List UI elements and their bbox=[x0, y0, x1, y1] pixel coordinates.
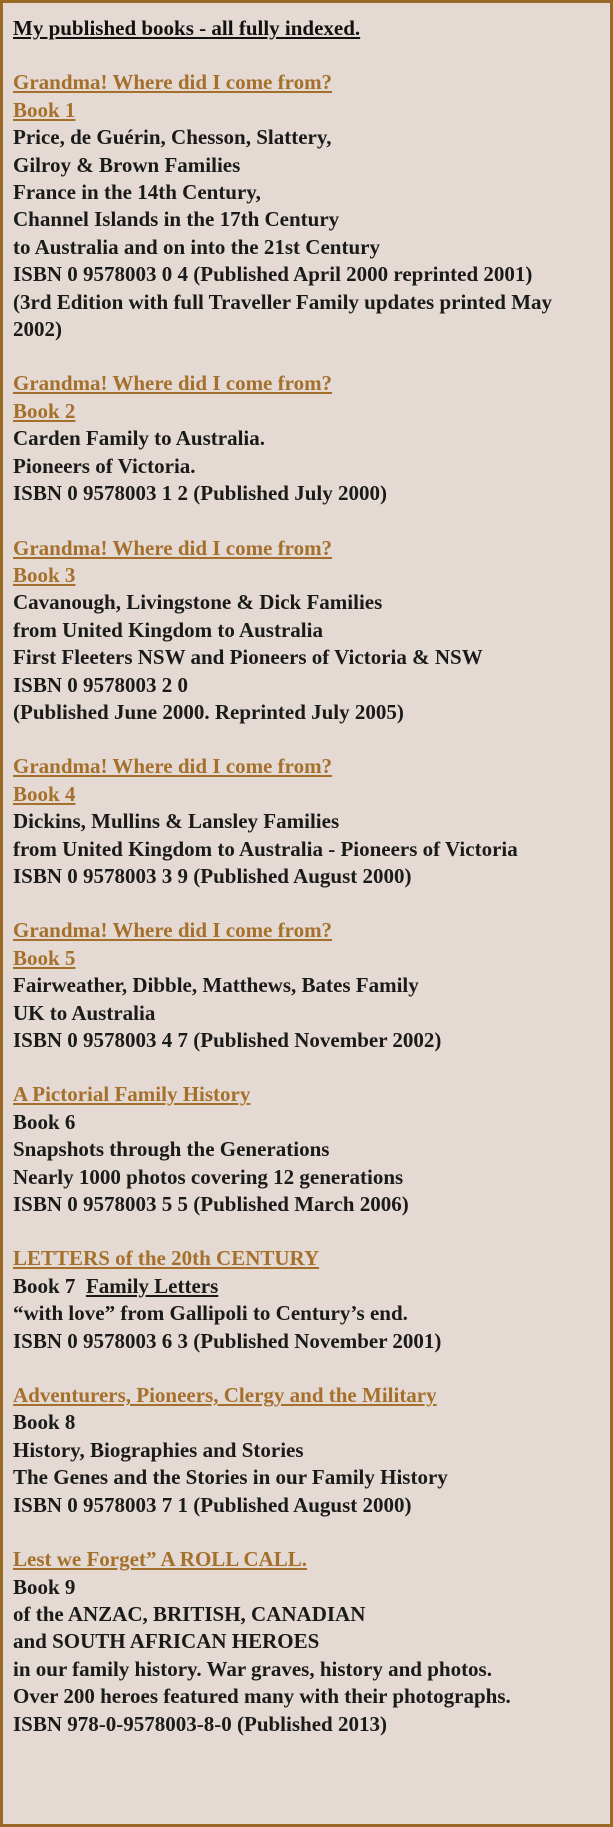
book-isbn: ISBN 978-0-9578003-8-0 (Published 2013) bbox=[13, 1711, 387, 1736]
book-line: and SOUTH AFRICAN HEROES bbox=[13, 1629, 320, 1654]
book-isbn: ISBN 0 9578003 3 9 (Published August 2000) bbox=[13, 863, 412, 888]
book-isbn: ISBN 0 9578003 1 2 (Published July 2000) bbox=[13, 481, 387, 506]
book-entry bbox=[13, 370, 606, 507]
book-title-link[interactable]: Lest we Forget” A ROLL CALL. bbox=[13, 1547, 307, 1572]
book-title-link[interactable]: Grandma! Where did I come from? bbox=[13, 754, 333, 779]
book-number: Book 7 bbox=[13, 1273, 76, 1298]
book-line: from United Kingdom to Australia - Pioneers of Victoria bbox=[13, 836, 518, 861]
book-line: “with love” from Gallipoli to Century’s end. bbox=[13, 1301, 408, 1326]
book-line: UK to Australia bbox=[13, 1000, 156, 1025]
book-entry bbox=[13, 1081, 606, 1218]
book-line: Dickins, Mullins & Lansley Families bbox=[13, 809, 340, 834]
book-isbn: ISBN 0 9578003 0 4 (Published April 2000 reprinted 2001) bbox=[13, 262, 533, 287]
book-entry bbox=[13, 1546, 606, 1738]
book-number-link[interactable]: Book 3 bbox=[13, 562, 76, 587]
book-entry bbox=[13, 1382, 606, 1519]
book-line: (Published June 2000. Reprinted July 2005) bbox=[13, 699, 404, 724]
book-entry bbox=[13, 535, 606, 727]
book-line: Carden Family to Australia. bbox=[13, 426, 265, 451]
book-number: Book 8 bbox=[13, 1410, 76, 1435]
book-title-link[interactable]: LETTERS of the 20th CENTURY bbox=[13, 1246, 320, 1271]
book-number: Book 6 bbox=[13, 1109, 76, 1134]
book-line: from United Kingdom to Australia bbox=[13, 617, 323, 642]
book-number-link[interactable]: Book 1 bbox=[13, 97, 76, 122]
book-line: Over 200 heroes featured many with their photographs. bbox=[13, 1684, 511, 1709]
book-line: First Fleeters NSW and Pioneers of Victoria & NSW bbox=[13, 645, 483, 670]
book-title-link[interactable]: Grandma! Where did I come from? bbox=[13, 371, 333, 396]
book-isbn: ISBN 0 9578003 7 1 (Published August 2000) bbox=[13, 1492, 412, 1517]
book-isbn: ISBN 0 9578003 5 5 (Published March 2006) bbox=[13, 1192, 409, 1217]
book-line: Price, de Guérin, Chesson, Slattery, bbox=[13, 125, 332, 150]
books-content bbox=[13, 15, 606, 1738]
book-number-link[interactable]: Book 4 bbox=[13, 781, 76, 806]
book-line: Gilroy & Brown Families bbox=[13, 152, 241, 177]
book-line: Cavanough, Livingstone & Dick Families bbox=[13, 590, 383, 615]
book-entry bbox=[13, 1245, 606, 1355]
book-number-row bbox=[13, 1273, 606, 1300]
book-number-link[interactable]: Book 5 bbox=[13, 945, 76, 970]
book-line: to Australia and on into the 21st Century bbox=[13, 234, 380, 259]
book-line: Fairweather, Dibble, Matthews, Bates Family bbox=[13, 973, 419, 998]
book-line: France in the 14th Century, bbox=[13, 180, 261, 205]
book-entry bbox=[13, 69, 606, 343]
book-line: History, Biographies and Stories bbox=[13, 1437, 304, 1462]
book-entry bbox=[13, 917, 606, 1054]
book-title-link[interactable]: Grandma! Where did I come from? bbox=[13, 70, 333, 95]
book-line: in our family history. War graves, history and photos. bbox=[13, 1656, 492, 1681]
book-subtitle: Family Letters bbox=[85, 1273, 219, 1298]
book-number-link[interactable]: Book 2 bbox=[13, 398, 76, 423]
book-isbn: ISBN 0 9578003 6 3 (Published November 2001) bbox=[13, 1328, 442, 1353]
book-line: Snapshots through the Generations bbox=[13, 1137, 330, 1162]
book-isbn: ISBN 0 9578003 2 0 bbox=[13, 672, 189, 697]
book-line: Channel Islands in the 17th Century bbox=[13, 207, 340, 232]
book-line: of the ANZAC, BRITISH, CANADIAN bbox=[13, 1601, 366, 1626]
book-line: (3rd Edition with full Traveller Family updates printed May 2002) bbox=[13, 289, 553, 342]
book-title-link[interactable]: Grandma! Where did I come from? bbox=[13, 918, 333, 943]
book-title-link[interactable]: Grandma! Where did I come from? bbox=[13, 535, 333, 560]
book-title-link[interactable]: Adventurers, Pioneers, Clergy and the Military bbox=[13, 1383, 437, 1408]
book-line: Nearly 1000 photos covering 12 generations bbox=[13, 1164, 404, 1189]
book-entry bbox=[13, 753, 606, 890]
book-line: The Genes and the Stories in our Family History bbox=[13, 1465, 448, 1490]
book-number: Book 9 bbox=[13, 1574, 76, 1599]
page-title: My published books - all fully indexed. bbox=[13, 16, 361, 40]
book-line: Pioneers of Victoria. bbox=[13, 453, 196, 478]
book-title-link[interactable]: A Pictorial Family History bbox=[13, 1082, 251, 1107]
book-isbn: ISBN 0 9578003 4 7 (Published November 2002) bbox=[13, 1028, 442, 1052]
